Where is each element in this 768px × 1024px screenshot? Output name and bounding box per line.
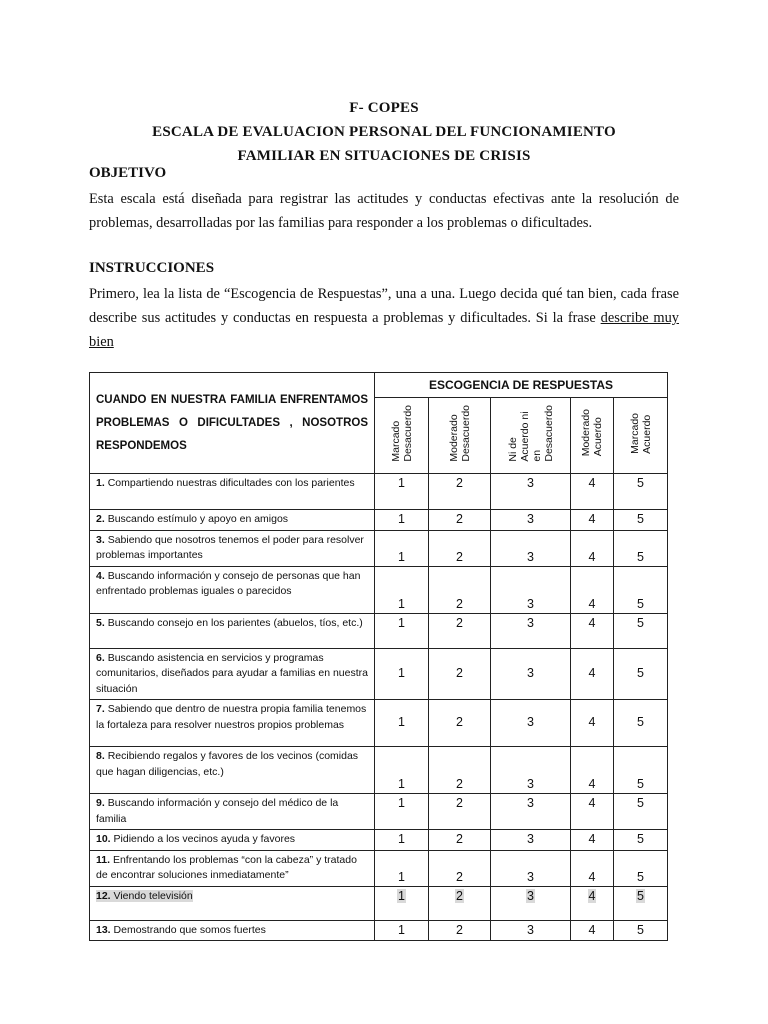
response-option-value: 1 (398, 888, 405, 903)
response-option-cell[interactable] (571, 886, 614, 920)
response-option-value: 5 (637, 615, 644, 630)
response-option-cell[interactable] (491, 510, 571, 531)
response-option-cell[interactable] (429, 886, 491, 920)
response-option-cell[interactable] (375, 794, 429, 830)
response-option-value: 3 (527, 832, 534, 846)
response-option-cell[interactable] (614, 850, 668, 886)
response-option-cell[interactable] (614, 648, 668, 700)
table-row (90, 613, 668, 648)
response-option-value: 1 (398, 476, 405, 490)
response-column-header (614, 398, 668, 474)
statement-cell (90, 530, 375, 566)
statement-text: Buscando información y consejo del médico de la familia (96, 797, 339, 825)
statement-text: Sabiendo que dentro de nuestra propia familia tenemos la fortaleza para resolver nuestros propios problemas (96, 703, 367, 731)
statement-text: Buscando información y consejo de personas que han enfrentado problemas iguales o parecidos (96, 569, 361, 597)
response-option-value: 5 (637, 922, 644, 937)
response-option-value: 1 (398, 549, 405, 564)
response-option-value: 3 (527, 615, 534, 630)
response-option-cell[interactable] (614, 920, 668, 941)
response-option-value: 5 (637, 869, 644, 884)
response-option-cell[interactable] (614, 886, 668, 920)
statement-cell (90, 920, 375, 941)
response-column-header (571, 398, 614, 474)
response-option-cell[interactable] (491, 830, 571, 851)
response-option-cell[interactable] (491, 566, 571, 613)
response-option-cell[interactable] (614, 474, 668, 510)
response-column-header (429, 398, 491, 474)
response-option-value: 1 (398, 832, 405, 846)
response-option-cell[interactable] (375, 747, 429, 794)
response-option-cell[interactable] (571, 920, 614, 941)
response-option-value: 3 (527, 596, 534, 611)
statement-text: Buscando consejo en los parientes (abuelos, tíos, etc.) (107, 616, 363, 629)
response-option-cell[interactable] (429, 830, 491, 851)
response-option-cell[interactable] (614, 566, 668, 613)
statement-content (96, 477, 355, 489)
statement-number: 12. (96, 889, 111, 902)
response-option-cell[interactable] (375, 886, 429, 920)
response-option-cell[interactable] (429, 613, 491, 648)
statement-cell (90, 850, 375, 886)
table-row (90, 510, 668, 531)
table-row (90, 566, 668, 613)
response-option-cell[interactable] (375, 648, 429, 700)
response-option-cell[interactable] (614, 830, 668, 851)
table-row (90, 530, 668, 566)
statement-number: 3. (96, 533, 105, 546)
statement-column-header: CUANDO EN NUESTRA FAMILIA ENFRENTAMOS PROBLEMAS O DIFICULTADES , NOSOTROS RESPONDEMOS (90, 373, 375, 474)
response-option-cell[interactable] (375, 566, 429, 613)
response-option-cell[interactable] (571, 530, 614, 566)
response-option-value: 5 (637, 476, 644, 490)
response-column-label: Marcado Acuerdo (628, 412, 653, 454)
statement-number: 2. (96, 513, 105, 525)
response-option-value: 2 (456, 796, 463, 810)
response-option-cell[interactable] (375, 850, 429, 886)
response-option-cell[interactable] (375, 830, 429, 851)
response-option-cell[interactable] (614, 530, 668, 566)
statement-content (96, 924, 266, 936)
statement-content (96, 534, 364, 562)
response-column-header (491, 398, 571, 474)
instrucciones-paragraph (89, 282, 679, 354)
response-option-cell[interactable] (571, 510, 614, 531)
response-option-value: 2 (456, 888, 463, 903)
response-option-cell[interactable] (429, 920, 491, 941)
title-line-2: ESCALA DE EVALUACION PERSONAL DEL FUNCIONAMIENTO (152, 124, 616, 140)
statement-content (96, 703, 366, 731)
response-option-value: 2 (456, 512, 463, 526)
statement-cell (90, 648, 375, 700)
response-option-cell[interactable] (375, 510, 429, 531)
response-option-cell[interactable] (375, 474, 429, 510)
statement-content (96, 854, 357, 882)
response-option-cell[interactable] (571, 648, 614, 700)
response-option-cell[interactable] (375, 920, 429, 941)
response-option-cell[interactable] (429, 794, 491, 830)
response-option-value: 4 (588, 596, 596, 611)
response-scale-table (89, 372, 668, 941)
response-option-cell[interactable] (375, 613, 429, 648)
response-option-cell[interactable] (429, 474, 491, 510)
statement-cell (90, 830, 375, 851)
response-option-cell[interactable] (375, 530, 429, 566)
response-group-header: ESCOGENCIA DE RESPUESTAS (375, 373, 668, 398)
statement-number: 4. (96, 569, 105, 582)
response-option-value: 3 (527, 777, 534, 791)
statement-text: Viendo televisión (113, 889, 193, 902)
response-option-value: 1 (398, 665, 405, 680)
response-option-value: 3 (527, 922, 534, 937)
response-option-value: 4 (588, 665, 596, 680)
title-acronym: F- COPES (349, 100, 419, 116)
statement-number: 6. (96, 651, 105, 664)
response-option-cell[interactable] (614, 510, 668, 531)
response-option-cell[interactable] (429, 747, 491, 794)
response-option-value: 5 (637, 777, 644, 791)
statement-cell (90, 566, 375, 613)
response-option-cell[interactable] (614, 613, 668, 648)
response-option-value: 3 (527, 476, 534, 490)
response-option-value: 3 (527, 869, 534, 884)
statement-content (96, 750, 358, 778)
response-option-value: 2 (456, 665, 463, 680)
response-option-value: 2 (456, 615, 463, 630)
response-option-cell[interactable] (491, 474, 571, 510)
statement-content (96, 513, 288, 525)
response-option-value: 4 (588, 549, 596, 564)
response-option-value: 4 (588, 715, 596, 729)
title-block (0, 96, 768, 168)
response-option-value: 1 (398, 615, 405, 630)
statement-number: 8. (96, 750, 105, 762)
response-option-value: 5 (637, 888, 644, 903)
response-option-value: 4 (588, 777, 596, 791)
statement-content (96, 890, 193, 902)
response-option-cell[interactable] (614, 700, 668, 747)
response-option-value: 1 (398, 777, 405, 791)
statement-text: Compartiendo nuestras dificultades con los parientes (107, 477, 355, 489)
statement-text: Recibiendo regalos y favores de los vecinos (comidas que hagan diligencias, etc.) (96, 750, 359, 778)
response-option-cell[interactable] (429, 648, 491, 700)
statement-cell (90, 886, 375, 920)
objetivo-heading: OBJETIVO (89, 165, 167, 181)
instrucciones-heading: INSTRUCCIONES (89, 260, 215, 276)
instrucciones-underlined-text: describe muy bien (89, 310, 680, 350)
response-option-cell[interactable] (429, 530, 491, 566)
statement-content (96, 797, 338, 825)
response-option-cell[interactable] (571, 830, 614, 851)
response-option-value: 5 (637, 512, 644, 526)
statement-cell (90, 747, 375, 794)
statement-number: 10. (96, 833, 111, 845)
response-option-cell[interactable] (571, 474, 614, 510)
response-option-value: 4 (588, 888, 596, 903)
statement-content (96, 570, 360, 598)
response-option-value: 2 (456, 777, 463, 791)
response-option-value: 4 (588, 512, 596, 526)
response-column-label: Marcado Desacuerdo (389, 404, 414, 462)
objetivo-paragraph: Esta escala está diseñada para registrar las actitudes y conductas efectivas ante la resolución de problemas, desarrolladas por las familias para responder a los problemas o dificultades. (89, 191, 679, 231)
statement-number: 9. (96, 797, 105, 809)
table-row (90, 886, 668, 920)
response-option-cell[interactable] (491, 794, 571, 830)
response-option-value: 5 (637, 665, 644, 680)
response-option-value: 2 (456, 869, 463, 884)
statement-text: Pidiendo a los vecinos ayuda y favores (113, 833, 296, 845)
table-row (90, 747, 668, 794)
response-option-value: 1 (398, 715, 405, 729)
response-column-label: Ni de Acuerdo ni en Desacuerdo (506, 404, 555, 462)
response-option-value: 4 (588, 869, 596, 884)
statement-content (96, 617, 363, 629)
statement-number: 11. (96, 853, 111, 866)
statement-cell (90, 613, 375, 648)
table-row (90, 474, 668, 510)
response-column-label: Moderado Acuerdo (580, 409, 604, 457)
response-option-value: 5 (637, 715, 644, 729)
statement-number: 7. (96, 703, 105, 715)
response-option-cell[interactable] (375, 700, 429, 747)
response-option-value: 4 (588, 796, 596, 810)
response-option-value: 3 (527, 549, 534, 564)
statement-text: Buscando asistencia en servicios y programas comunitarios, diseñados para ayudar a familias en nuestra situación (96, 651, 368, 695)
statement-text: Enfrentando los problemas “con la cabeza” y tratado de encontrar soluciones inmediatamente” (96, 853, 357, 881)
response-option-value: 1 (398, 596, 405, 611)
response-option-cell[interactable] (571, 747, 614, 794)
response-option-cell[interactable] (571, 850, 614, 886)
response-option-cell[interactable] (491, 530, 571, 566)
response-option-cell[interactable] (571, 566, 614, 613)
response-option-value: 2 (456, 476, 463, 490)
table-row (90, 794, 668, 830)
response-option-value: 4 (588, 476, 596, 490)
statement-cell (90, 794, 375, 830)
response-option-value: 1 (398, 869, 405, 884)
response-option-cell[interactable] (491, 886, 571, 920)
response-option-cell[interactable] (491, 700, 571, 747)
response-option-value: 3 (527, 715, 534, 729)
response-option-cell[interactable] (429, 510, 491, 531)
response-option-value: 2 (456, 549, 463, 564)
response-option-cell[interactable] (614, 747, 668, 794)
response-option-cell[interactable] (571, 794, 614, 830)
response-option-cell[interactable] (614, 794, 668, 830)
table-row (90, 830, 668, 851)
statement-cell (90, 700, 375, 747)
table-row (90, 920, 668, 941)
response-option-cell[interactable] (491, 747, 571, 794)
response-option-value: 3 (527, 665, 534, 680)
statement-number: 1. (96, 477, 105, 489)
table-row (90, 700, 668, 747)
response-option-cell[interactable] (429, 850, 491, 886)
response-option-value: 1 (398, 922, 405, 937)
response-option-value: 5 (637, 832, 644, 846)
response-option-value: 2 (456, 715, 463, 729)
response-option-value: 4 (588, 832, 596, 846)
statement-cell (90, 510, 375, 531)
response-option-value: 3 (527, 796, 534, 810)
response-option-value: 4 (588, 615, 596, 630)
table-row (90, 648, 668, 700)
table-row (90, 850, 668, 886)
statement-text: Demostrando que somos fuertes (113, 923, 266, 936)
title-line-3: FAMILIAR EN SITUACIONES DE CRISIS (237, 148, 531, 164)
statement-content (96, 652, 368, 695)
response-option-value: 1 (398, 796, 405, 810)
response-option-value: 5 (637, 796, 644, 810)
response-option-value: 5 (637, 549, 644, 564)
statement-text: Buscando estímulo y apoyo en amigos (107, 513, 289, 525)
statement-cell (90, 474, 375, 510)
response-option-cell[interactable] (491, 648, 571, 700)
response-option-value: 3 (527, 512, 534, 526)
response-option-value: 1 (398, 512, 405, 526)
response-option-cell[interactable] (571, 613, 614, 648)
response-option-cell[interactable] (491, 613, 571, 648)
statement-text: Sabiendo que nosotros tenemos el poder para resolver problemas importantes (96, 533, 364, 561)
response-option-value: 3 (527, 888, 534, 903)
response-option-value: 4 (588, 922, 596, 937)
response-option-value: 2 (456, 922, 463, 937)
response-column-label: Moderado Desacuerdo (447, 404, 472, 462)
response-option-cell[interactable] (571, 700, 614, 747)
response-option-cell[interactable] (491, 920, 571, 941)
instrucciones-text: Primero, lea la lista de “Escogencia de Respuestas”, una a una. Luego decida qué tan bien, cada frase describe sus actitudes y conductas en respuesta a problemas y dificultades. Si la frase (89, 286, 679, 326)
response-option-cell[interactable] (429, 700, 491, 747)
statement-content (96, 833, 295, 845)
response-option-cell[interactable] (491, 850, 571, 886)
response-option-cell[interactable] (429, 566, 491, 613)
response-column-header (375, 398, 429, 474)
response-option-value: 2 (456, 596, 463, 611)
statement-number: 13. (96, 923, 111, 936)
response-option-value: 2 (456, 832, 463, 846)
response-option-value: 5 (637, 596, 644, 611)
statement-number: 5. (96, 616, 105, 629)
